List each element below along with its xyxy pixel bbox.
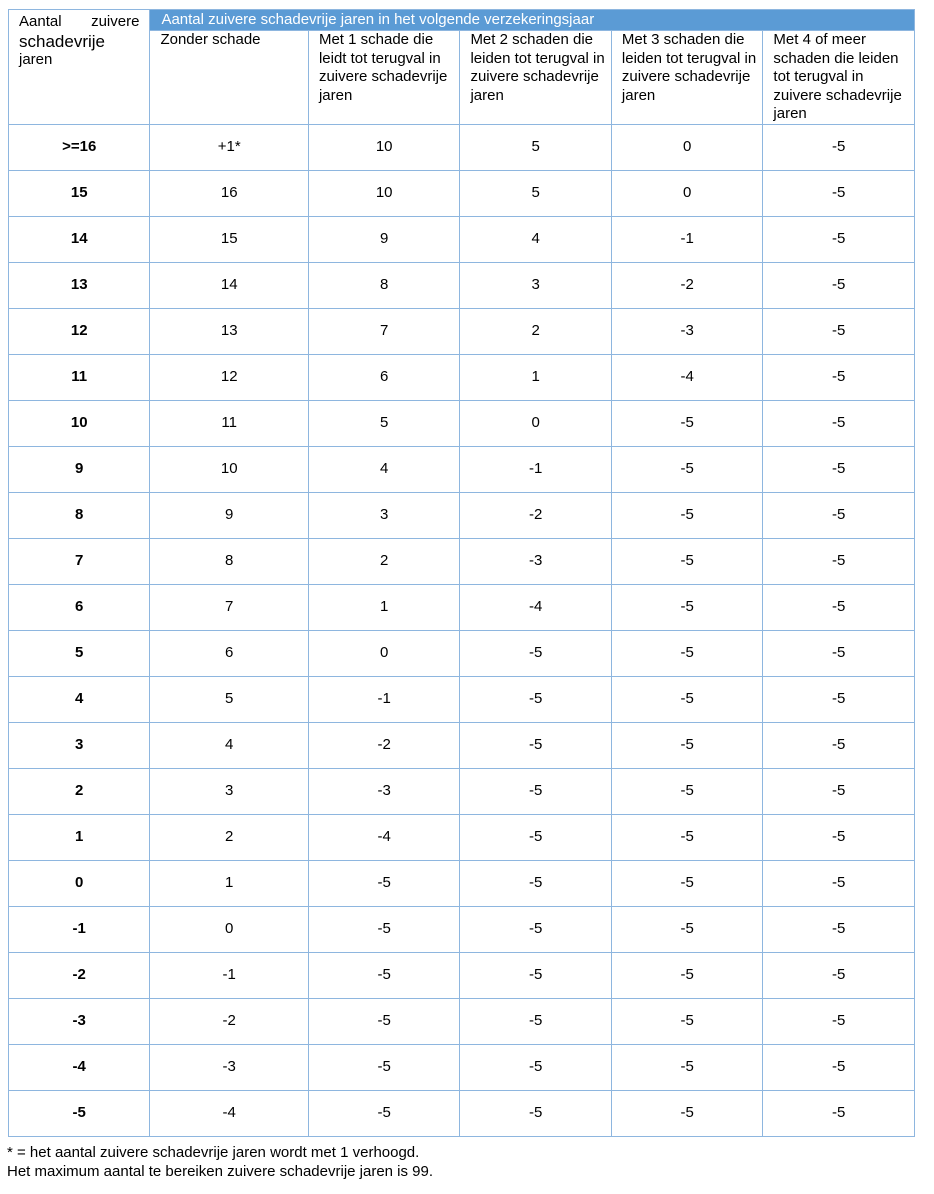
one-claim-cell: -5	[308, 998, 459, 1044]
four-plus-claims-cell: -5	[763, 492, 915, 538]
current-years-cell: 13	[9, 262, 150, 308]
two-claims-cell: 2	[460, 308, 611, 354]
table-row	[9, 1044, 915, 1090]
one-claim-cell: 9	[308, 216, 459, 262]
current-years-cell: 14	[9, 216, 150, 262]
three-claims-cell: -5	[611, 1044, 762, 1090]
four-plus-claims-cell: -5	[763, 1090, 915, 1136]
header-current-years-word3: schadevrije	[19, 31, 105, 51]
table-row	[9, 170, 915, 216]
one-claim-cell: -5	[308, 952, 459, 998]
two-claims-cell: -5	[460, 814, 611, 860]
table-row	[9, 354, 915, 400]
header-four-plus-claims: Met 4 of meer schaden die leiden tot terugval in zuivere schadevrije jaren	[763, 31, 915, 125]
two-claims-cell: -5	[460, 1090, 611, 1136]
two-claims-cell: -3	[460, 538, 611, 584]
table-row	[9, 952, 915, 998]
no-claims-cell: +1*	[150, 124, 309, 170]
table-row	[9, 906, 915, 952]
one-claim-cell: 3	[308, 492, 459, 538]
three-claims-cell: -5	[611, 446, 762, 492]
schadevrije-jaren-table	[8, 9, 915, 1137]
table-row	[9, 584, 915, 630]
four-plus-claims-cell: -5	[763, 1044, 915, 1090]
two-claims-cell: -5	[460, 952, 611, 998]
four-plus-claims-cell: -5	[763, 906, 915, 952]
footnote-asterisk: * = het aantal zuivere schadevrije jaren wordt met 1 verhoogd.	[7, 1144, 420, 1161]
current-years-cell: 10	[9, 400, 150, 446]
one-claim-cell: -5	[308, 1090, 459, 1136]
two-claims-cell: -5	[460, 722, 611, 768]
no-claims-cell: 4	[150, 722, 309, 768]
three-claims-cell: -5	[611, 400, 762, 446]
header-next-year-group: Aantal zuivere schadevrije jaren in het volgende verzekeringsjaar	[150, 10, 915, 31]
two-claims-cell: -5	[460, 906, 611, 952]
three-claims-cell: -1	[611, 216, 762, 262]
current-years-cell: -3	[9, 998, 150, 1044]
current-years-cell: 4	[9, 676, 150, 722]
three-claims-cell: -5	[611, 952, 762, 998]
no-claims-cell: 9	[150, 492, 309, 538]
one-claim-cell: -2	[308, 722, 459, 768]
table-row	[9, 998, 915, 1044]
no-claims-cell: 6	[150, 630, 309, 676]
footnote-maximum: Het maximum aantal te bereiken zuivere schadevrije jaren is 99.	[7, 1162, 434, 1180]
current-years-cell: 2	[9, 768, 150, 814]
four-plus-claims-cell: -5	[763, 814, 915, 860]
one-claim-cell: -5	[308, 1044, 459, 1090]
three-claims-cell: -5	[611, 676, 762, 722]
table-row	[9, 124, 915, 170]
four-plus-claims-cell: -5	[763, 584, 915, 630]
one-claim-cell: 6	[308, 354, 459, 400]
no-claims-cell: 1	[150, 860, 309, 906]
two-claims-cell: -2	[460, 492, 611, 538]
no-claims-cell: -1	[150, 952, 309, 998]
header-current-years-word2: zuivere	[91, 13, 140, 30]
four-plus-claims-cell: -5	[763, 216, 915, 262]
three-claims-cell: -5	[611, 1090, 762, 1136]
one-claim-cell: -5	[308, 906, 459, 952]
no-claims-cell: 12	[150, 354, 309, 400]
no-claims-cell: 11	[150, 400, 309, 446]
four-plus-claims-cell: -5	[763, 860, 915, 906]
two-claims-cell: 0	[460, 400, 611, 446]
table-row	[9, 262, 915, 308]
header-three-claims: Met 3 schaden die leiden tot terugval in zuivere schadevrije jaren	[611, 31, 762, 125]
table-row	[9, 676, 915, 722]
three-claims-cell: -4	[611, 354, 762, 400]
one-claim-cell: 10	[308, 170, 459, 216]
no-claims-cell: -2	[150, 998, 309, 1044]
two-claims-cell: -5	[460, 998, 611, 1044]
four-plus-claims-cell: -5	[763, 630, 915, 676]
one-claim-cell: 10	[308, 124, 459, 170]
no-claims-cell: 10	[150, 446, 309, 492]
current-years-cell: -5	[9, 1090, 150, 1136]
four-plus-claims-cell: -5	[763, 446, 915, 492]
no-claims-cell: -4	[150, 1090, 309, 1136]
table-row	[9, 492, 915, 538]
one-claim-cell: 0	[308, 630, 459, 676]
table-row	[9, 768, 915, 814]
two-claims-cell: 5	[460, 170, 611, 216]
no-claims-cell: 14	[150, 262, 309, 308]
current-years-cell: 0	[9, 860, 150, 906]
current-years-cell: -2	[9, 952, 150, 998]
current-years-cell: >=16	[9, 124, 150, 170]
two-claims-cell: 5	[460, 124, 611, 170]
four-plus-claims-cell: -5	[763, 538, 915, 584]
no-claims-cell: 13	[150, 308, 309, 354]
two-claims-cell: -5	[460, 676, 611, 722]
three-claims-cell: -5	[611, 906, 762, 952]
four-plus-claims-cell: -5	[763, 722, 915, 768]
three-claims-cell: -3	[611, 308, 762, 354]
current-years-cell: 11	[9, 354, 150, 400]
table-row	[9, 722, 915, 768]
three-claims-cell: -5	[611, 538, 762, 584]
three-claims-cell: -5	[611, 768, 762, 814]
no-claims-cell: 0	[150, 906, 309, 952]
three-claims-cell: -5	[611, 860, 762, 906]
four-plus-claims-cell: -5	[763, 354, 915, 400]
one-claim-cell: 8	[308, 262, 459, 308]
four-plus-claims-cell: -5	[763, 124, 915, 170]
current-years-cell: 15	[9, 170, 150, 216]
current-years-cell: 9	[9, 446, 150, 492]
current-years-cell: -4	[9, 1044, 150, 1090]
three-claims-cell: -5	[611, 584, 762, 630]
one-claim-cell: 7	[308, 308, 459, 354]
two-claims-cell: 4	[460, 216, 611, 262]
no-claims-cell: 8	[150, 538, 309, 584]
no-claims-cell: 2	[150, 814, 309, 860]
four-plus-claims-cell: -5	[763, 768, 915, 814]
three-claims-cell: -5	[611, 492, 762, 538]
header-one-claim: Met 1 schade die leidt tot terugval in zuivere schadevrije jaren	[308, 31, 459, 125]
table-row	[9, 860, 915, 906]
no-claims-cell: 16	[150, 170, 309, 216]
table-row	[9, 538, 915, 584]
current-years-cell: -1	[9, 906, 150, 952]
header-current-years-word4: jaren	[19, 50, 53, 68]
current-years-cell: 7	[9, 538, 150, 584]
header-current-years-word1: Aantal	[19, 13, 62, 30]
no-claims-cell: 15	[150, 216, 309, 262]
table-row	[9, 216, 915, 262]
four-plus-claims-cell: -5	[763, 170, 915, 216]
no-claims-cell: 5	[150, 676, 309, 722]
two-claims-cell: -5	[460, 1044, 611, 1090]
three-claims-cell: -5	[611, 722, 762, 768]
two-claims-cell: -5	[460, 768, 611, 814]
current-years-cell: 5	[9, 630, 150, 676]
footnotes	[7, 1144, 433, 1181]
header-current-years	[9, 10, 150, 125]
current-years-cell: 1	[9, 814, 150, 860]
two-claims-cell: -5	[460, 630, 611, 676]
four-plus-claims-cell: -5	[763, 676, 915, 722]
current-years-cell: 12	[9, 308, 150, 354]
header-row-1	[9, 10, 915, 31]
table-row	[9, 446, 915, 492]
table-row	[9, 308, 915, 354]
two-claims-cell: -5	[460, 860, 611, 906]
one-claim-cell: 1	[308, 584, 459, 630]
three-claims-cell: 0	[611, 170, 762, 216]
three-claims-cell: -5	[611, 814, 762, 860]
one-claim-cell: -1	[308, 676, 459, 722]
four-plus-claims-cell: -5	[763, 998, 915, 1044]
header-no-claims: Zonder schade	[150, 31, 309, 125]
two-claims-cell: 3	[460, 262, 611, 308]
three-claims-cell: -2	[611, 262, 762, 308]
four-plus-claims-cell: -5	[763, 952, 915, 998]
three-claims-cell: -5	[611, 998, 762, 1044]
four-plus-claims-cell: -5	[763, 308, 915, 354]
two-claims-cell: 1	[460, 354, 611, 400]
current-years-cell: 6	[9, 584, 150, 630]
no-claims-cell: 7	[150, 584, 309, 630]
one-claim-cell: -5	[308, 860, 459, 906]
two-claims-cell: -1	[460, 446, 611, 492]
table-row	[9, 814, 915, 860]
table-row	[9, 400, 915, 446]
three-claims-cell: -5	[611, 630, 762, 676]
no-claims-cell: 3	[150, 768, 309, 814]
one-claim-cell: 5	[308, 400, 459, 446]
four-plus-claims-cell: -5	[763, 262, 915, 308]
one-claim-cell: 2	[308, 538, 459, 584]
current-years-cell: 8	[9, 492, 150, 538]
four-plus-claims-cell: -5	[763, 400, 915, 446]
table-row	[9, 630, 915, 676]
current-years-cell: 3	[9, 722, 150, 768]
one-claim-cell: 4	[308, 446, 459, 492]
one-claim-cell: -4	[308, 814, 459, 860]
no-claims-cell: -3	[150, 1044, 309, 1090]
one-claim-cell: -3	[308, 768, 459, 814]
header-two-claims: Met 2 schaden die leiden tot terugval in zuivere schadevrije jaren	[460, 31, 611, 125]
two-claims-cell: -4	[460, 584, 611, 630]
three-claims-cell: 0	[611, 124, 762, 170]
table-row	[9, 1090, 915, 1136]
